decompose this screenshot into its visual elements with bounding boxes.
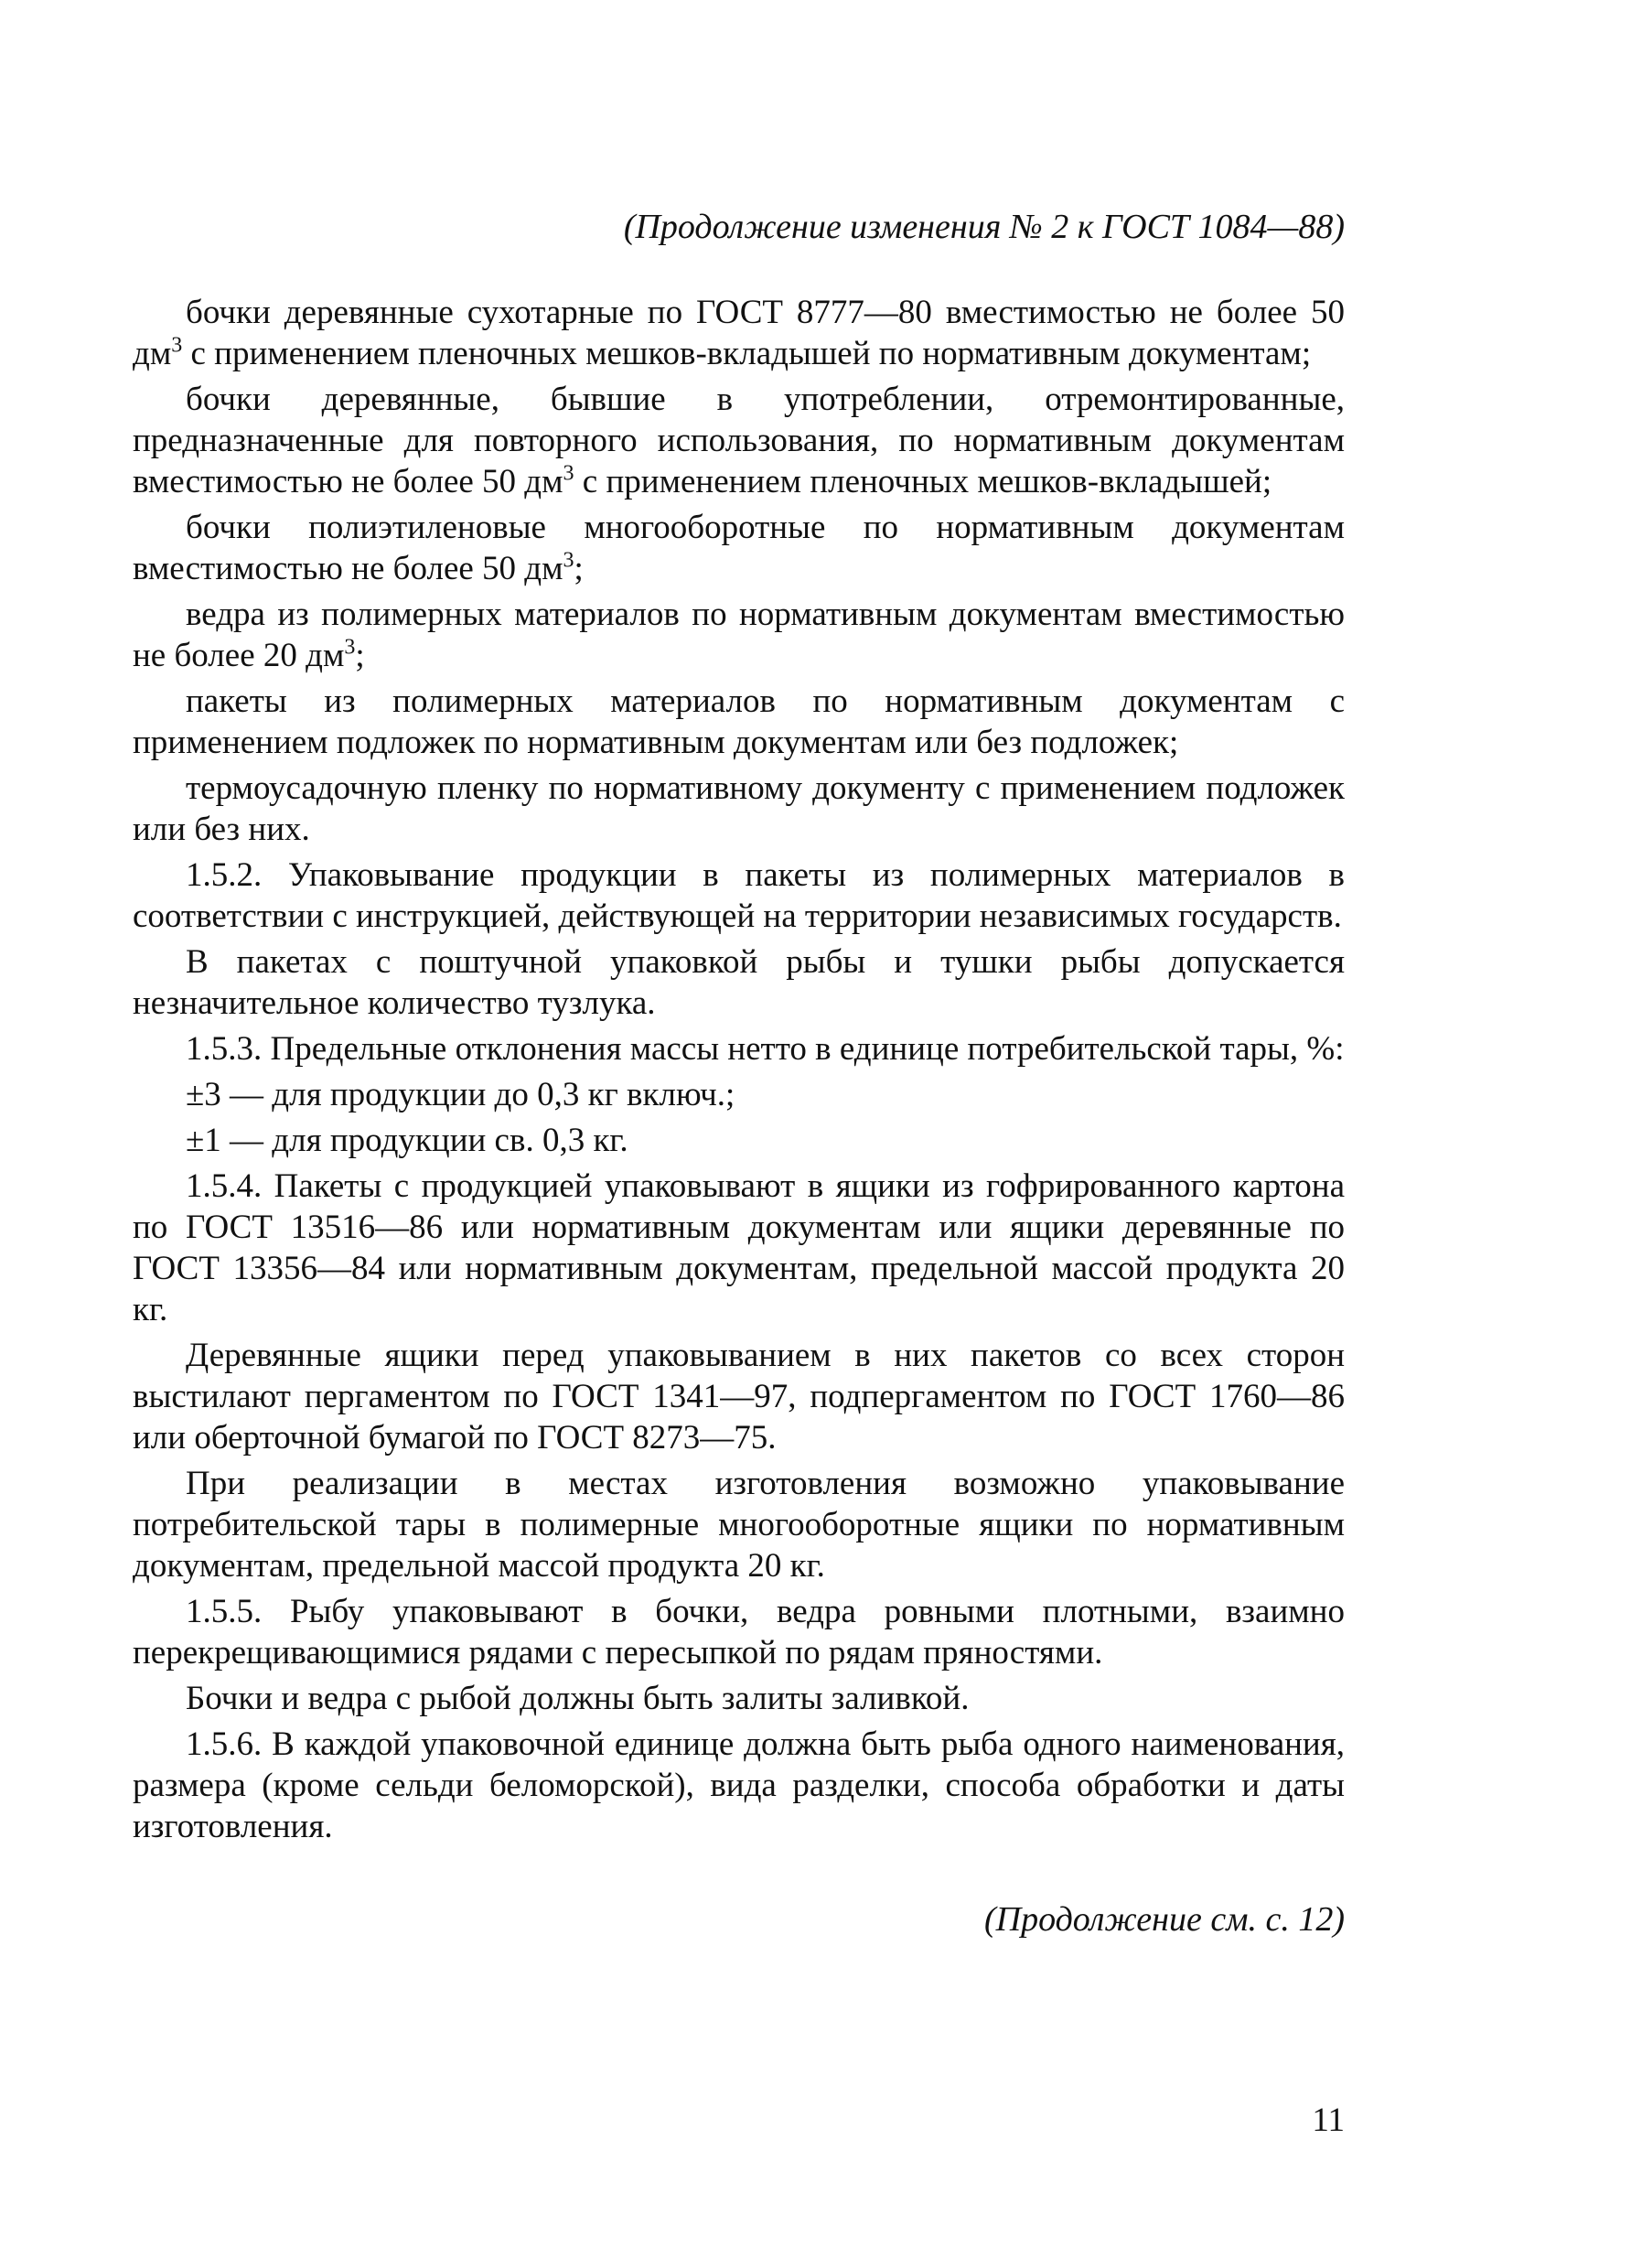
paragraph-16 <box>133 1678 1345 1719</box>
text-run: Бочки и ведра с рыбой должны быть залиты заливкой. <box>186 1680 970 1717</box>
text-run: 1.5.4. Пакеты с продукцией упаковывают в ящики из гофрированного картона по ГОСТ 13516—86 или нормативным документам или ящики деревянные по ГОСТ 13356—84 или нормативным документам, предельной массой продукта 20 кг. <box>133 1167 1345 1328</box>
text-run: ±3 — для продукции до 0,3 кг включ.; <box>186 1076 735 1113</box>
text-run: В пакетах с поштучной упаковкой рыбы и тушки рыбы допускается незначительное количество тузлука. <box>133 943 1345 1022</box>
text-run: ; <box>355 637 365 674</box>
paragraph-12 <box>133 1166 1345 1330</box>
paragraph-6 <box>133 768 1345 850</box>
continuation-footer: (Продолжение см. с. 12) <box>983 1900 1345 1939</box>
text-run: ведра из полимерных материалов по нормативным документам вместимостью не более 20 дм <box>133 596 1345 674</box>
body-text <box>133 292 1345 1847</box>
paragraph-1 <box>133 292 1345 374</box>
page-number: 11 <box>1312 2101 1345 2139</box>
superscript: 3 <box>344 635 356 660</box>
text-run: термоусадочную пленку по нормативному документу с применением подложек или без них. <box>133 769 1345 848</box>
text-run: бочки деревянные, бывшие в употреблении, отремонтированные, предназначенные для повторного использования, по нормативным документам вместимостью не более 50 дм <box>133 381 1345 500</box>
text-run: 1.5.3. Предельные отклонения массы нетто в единице потребительской тары, %: <box>186 1030 1345 1068</box>
text-run: При реализации в местах изготовления возможно упаковывание потребительской тары в полимерные многооборотные ящики по нормативным документам, предельной массой продукта 20 кг. <box>133 1465 1345 1585</box>
paragraph-5 <box>133 681 1345 763</box>
continuation-header: (Продолжение изменения № 2 к ГОСТ 1084—88) <box>623 208 1345 246</box>
superscript: 3 <box>171 333 183 358</box>
paragraph-4 <box>133 594 1345 676</box>
paragraph-10 <box>133 1074 1345 1115</box>
paragraph-8 <box>133 941 1345 1024</box>
text-run: 1.5.6. В каждой упаковочной единице должна быть рыба одного наименования, размера (кроме сельди беломорской), вида разделки, способа обработки и даты изготовления. <box>133 1725 1345 1845</box>
text-run: Деревянные ящики перед упаковыванием в них пакетов со всех сторон выстилают пергаментом по ГОСТ 1341—97, подпергаментом по ГОСТ 1760—86 или оберточной бумагой по ГОСТ 8273—75. <box>133 1337 1345 1456</box>
text-run: пакеты из полимерных материалов по нормативным документам с применением подложек по нормативным документам или без подложек; <box>133 683 1345 761</box>
superscript: 3 <box>563 461 574 486</box>
paragraph-3 <box>133 507 1345 589</box>
text-run: с применением пленочных мешков-вкладышей; <box>574 463 1272 500</box>
paragraph-7 <box>133 855 1345 937</box>
text-run: ; <box>574 550 584 587</box>
paragraph-17 <box>133 1724 1345 1847</box>
paragraph-11 <box>133 1120 1345 1161</box>
text-run: бочки деревянные сухотарные по ГОСТ 8777—80 вместимостью не более 50 дм <box>133 294 1345 372</box>
text-run: 1.5.2. Упаковывание продукции в пакеты из полимерных материалов в соответствии с инструкцией, действующей на территории независимых государств. <box>133 856 1345 935</box>
paragraph-9 <box>133 1028 1345 1070</box>
superscript: 3 <box>563 548 574 573</box>
paragraph-2 <box>133 379 1345 502</box>
text-run: с применением пленочных мешков-вкладышей по нормативным документам; <box>182 335 1312 372</box>
paragraph-14 <box>133 1463 1345 1586</box>
text-run: 1.5.5. Рыбу упаковывают в бочки, ведра ровными плотными, взаимно перекрещивающимися рядами с пересыпкой по рядам пряностями. <box>133 1593 1345 1671</box>
paragraph-15 <box>133 1591 1345 1673</box>
text-run: бочки полиэтиленовые многооборотные по нормативным документам вместимостью не более 50 дм <box>133 509 1345 587</box>
text-run: ±1 — для продукции св. 0,3 кг. <box>186 1122 628 1159</box>
document-page <box>133 206 1345 1940</box>
paragraph-13 <box>133 1335 1345 1458</box>
